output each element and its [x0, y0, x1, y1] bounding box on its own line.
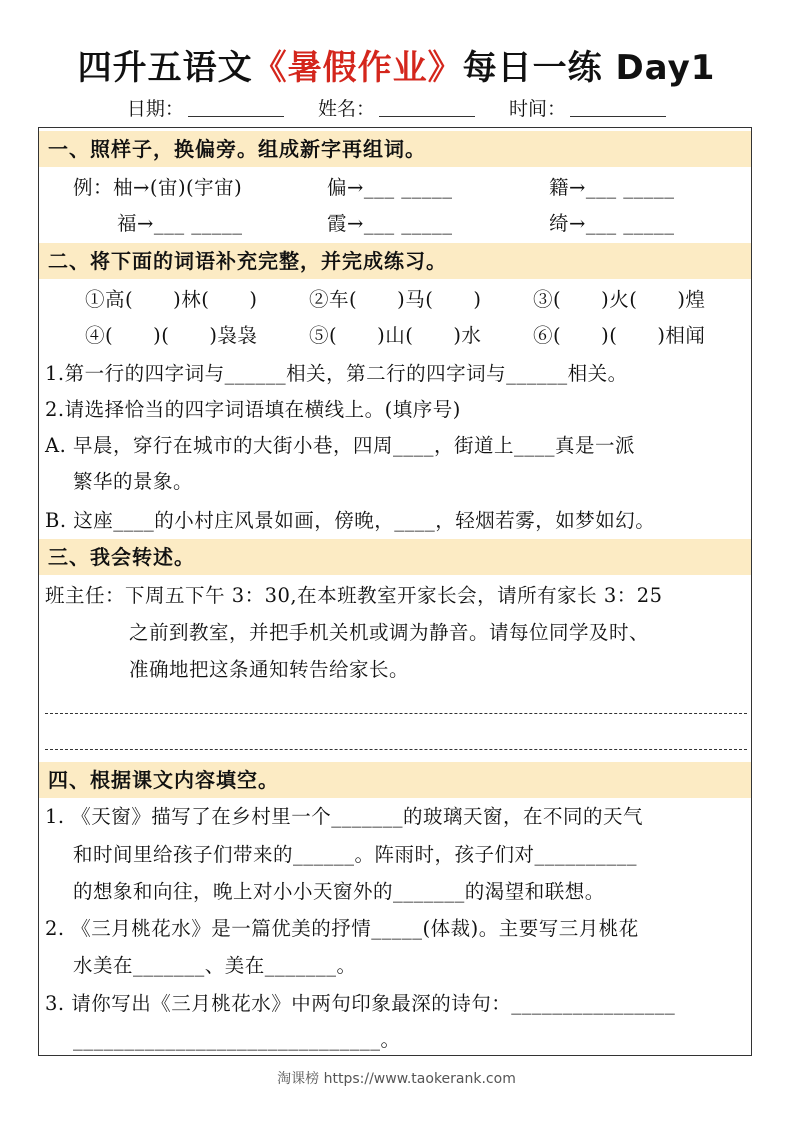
s2-option-b: B. 这座____的小村庄风景如画，傍晚，____，轻烟若雾，如梦如幻。 — [45, 509, 656, 532]
s3-line-3: 准确地把这条通知转告给家长。 — [129, 658, 410, 681]
title-prefix: 四升五语文 — [77, 48, 253, 88]
s2-item-3: ③( )火( )煌 — [533, 288, 706, 311]
s4-line-6: 3. 请你写出《三月桃花水》中两句印象最深的诗句：________________ — [45, 992, 676, 1015]
s2-question-1: 1.第一行的四字词与______相关，第二行的四字词与______相关。 — [45, 362, 628, 385]
s4-line-7: ______________________________。 — [73, 1028, 401, 1051]
s1-item-pian: 偏→___ _____ — [327, 176, 453, 199]
time-field — [509, 94, 666, 124]
time-label: 时间： — [509, 98, 567, 120]
s2-item-5: ⑤( )山( )水 — [309, 324, 482, 347]
s3-line-2: 之前到教室，并把手机关机或调为静音。请每位同学及时、 — [129, 621, 650, 644]
name-blank[interactable] — [379, 98, 475, 117]
name-field — [318, 94, 475, 124]
page-title — [0, 40, 793, 96]
s1-item-ji: 籍→___ _____ — [549, 176, 675, 199]
s2-option-a-line1: A. 早晨，穿行在城市的大街小巷，四周____，街道上____真是一派 — [45, 434, 635, 457]
s4-line-5: 水美在_______、美在_______。 — [73, 954, 357, 977]
worksheet-box — [38, 127, 752, 1056]
date-blank[interactable] — [188, 98, 284, 117]
s2-option-a-line2: 繁华的景象。 — [73, 470, 194, 493]
section-4-title: 四、根据课文内容填空。 — [39, 762, 751, 798]
s3-line-1: 班主任：下周五下午 3：30,在本班教室开家长会，请所有家长 3：25 — [45, 584, 663, 607]
s1-item-fu: 福→___ _____ — [117, 212, 243, 235]
answer-line-2[interactable] — [45, 749, 747, 750]
time-blank[interactable] — [570, 98, 666, 117]
s2-item-1: ①高( )林( ) — [85, 288, 258, 311]
s4-line-2: 和时间里给孩子们带来的______。阵雨时，孩子们对__________ — [73, 843, 638, 866]
date-field — [127, 94, 284, 124]
s2-item-4: ④( )( )袅袅 — [85, 324, 258, 347]
s2-item-2: ②车( )马( ) — [309, 288, 482, 311]
s2-question-2: 2.请选择恰当的四字词语填在横线上。(填序号) — [45, 398, 461, 421]
name-label: 姓名： — [317, 98, 375, 120]
section-1-title: 一、照样子，换偏旁。组成新字再组词。 — [39, 131, 751, 167]
answer-line-1[interactable] — [45, 713, 747, 714]
s4-line-1: 1. 《天窗》描写了在乡村里一个_______的玻璃天窗，在不同的天气 — [45, 805, 644, 828]
s1-item-xia: 霞→___ _____ — [327, 212, 453, 235]
s2-item-6: ⑥( )( )相闻 — [533, 324, 706, 347]
title-suffix: 每日一练 Day1 — [462, 48, 716, 88]
s4-line-3: 的想象和向往，晚上对小小天窗外的_______的渴望和联想。 — [73, 880, 605, 903]
s4-line-4: 2. 《三月桃花水》是一篇优美的抒情_____(体裁)。主要写三月桃花 — [45, 917, 639, 940]
section-3-title: 三、我会转述。 — [39, 539, 751, 575]
section-2-title: 二、将下面的词语补充完整，并完成练习。 — [39, 243, 751, 279]
s1-item-qi: 绮→___ _____ — [549, 212, 675, 235]
footer-url: 淘课榜 https://www.taokerank.com — [277, 1071, 516, 1087]
title-highlight: 《暑假作业》 — [252, 48, 463, 88]
info-row — [0, 94, 793, 124]
s1-example: 例：柚→(宙)(宇宙) — [73, 176, 243, 199]
date-label: 日期： — [126, 98, 184, 120]
